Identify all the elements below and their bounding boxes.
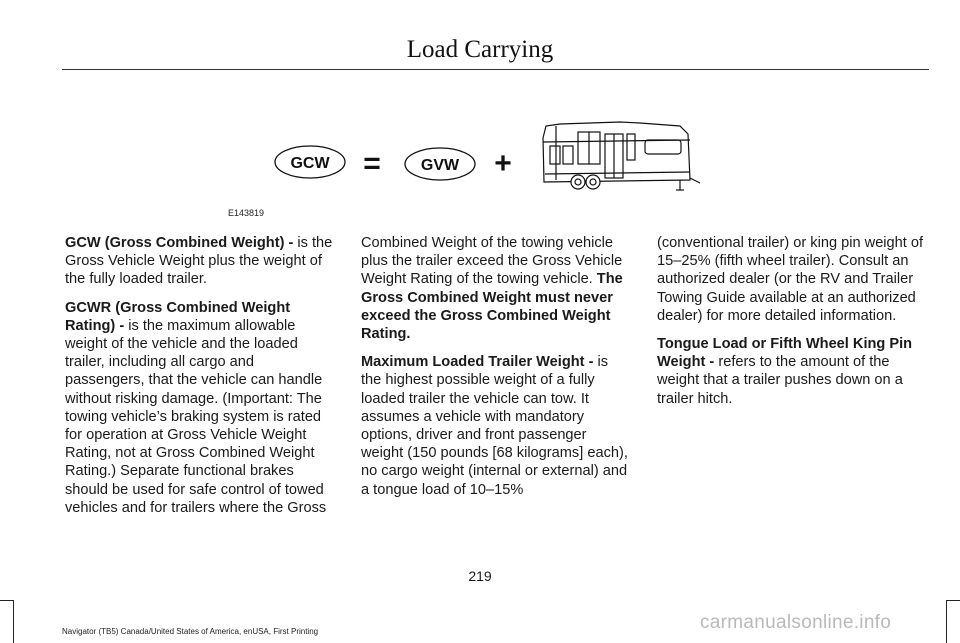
weight-equation-illustration (260, 110, 700, 220)
gcw-text: is the Gross Vehicle Weight plus the weight of the fully loaded trailer. (65, 235, 333, 288)
gcwr-term: GCWR (Gross Combined Weight Rating) - (65, 299, 291, 334)
gcwr-warning: The Gross Combined Weight must never exceed the Gross Combined Weight Rating. (361, 271, 623, 343)
equals-sign: = (363, 147, 381, 180)
gcwr-continued-text: Combined Weight of the towing vehicle plus the trailer exceed the Gross Vehicle Weight Rating of the towing vehicle. (361, 235, 623, 288)
gvw-label: GVW (420, 157, 460, 174)
gcw-definition (65, 234, 335, 289)
travel-trailer-icon (543, 122, 700, 190)
gcw-term: GCW (Gross Combined Weight) - (65, 235, 294, 251)
max-trailer-weight-definition (361, 353, 631, 499)
gcwr-definition (65, 299, 335, 517)
gcwr-continued (361, 234, 631, 343)
max-trailer-weight-text: is the highest possible weight of a fully loaded trailer the vehicle can tow. It assumes a vehicle with mandatory options, driver and front passenger weight (150 pounds [68 kilograms] each), no cargo weight (internal or external) and a tongue load of 10–15% (361, 354, 628, 498)
tongue-load-term: Tongue Load or Fifth Wheel King Pin Weight - (657, 336, 913, 371)
crop-mark-left-horizontal (0, 600, 14, 601)
crop-mark-right-vertical (946, 600, 947, 643)
plus-sign: + (494, 147, 512, 180)
max-trailer-weight-term: Maximum Loaded Trailer Weight - (361, 354, 594, 371)
max-trailer-weight-continued-text: (conventional trailer) or king pin weight of 15–25% (fifth wheel trailer). Consult an authorized dealer (or the RV and Trailer Towing Guide available at an authorized dealer) for more detailed information. (657, 235, 924, 324)
watermark: carmanualsonline.info (700, 612, 892, 633)
text-column-1 (65, 234, 335, 527)
crop-mark-right-horizontal (946, 600, 960, 601)
page-number: 219 (468, 568, 492, 584)
text-column-3 (657, 234, 927, 418)
footer-text: Navigator (TB5) Canada/United States of America, enUSA, First Printing (62, 627, 319, 636)
page-title: Load Carrying (406, 36, 554, 63)
text-column-2 (361, 234, 631, 509)
tongue-load-text: refers to the amount of the weight that a trailer pushes down on a trailer hitch. (657, 354, 903, 407)
header-rule (62, 69, 929, 70)
tongue-load-definition (657, 335, 927, 408)
gcwr-text: is the maximum allowable weight of the vehicle and the loaded trailer, including all cargo and passengers, that the vehicle can handle without risking damage. (Important: The towing vehicle’s braking system is rated for operation at Gross Vehicle Weight Rating, not at Gross Combined Weight Rating.) Separate functional brakes should be used for safe control of towed vehicles and for trailers where the Gross (65, 317, 327, 516)
gcw-label: GCW (290, 155, 330, 172)
max-trailer-weight-continued (657, 234, 927, 325)
crop-mark-left-vertical (13, 600, 14, 643)
weight-equation-figure (260, 110, 700, 220)
figure-code: E143819 (228, 208, 265, 218)
